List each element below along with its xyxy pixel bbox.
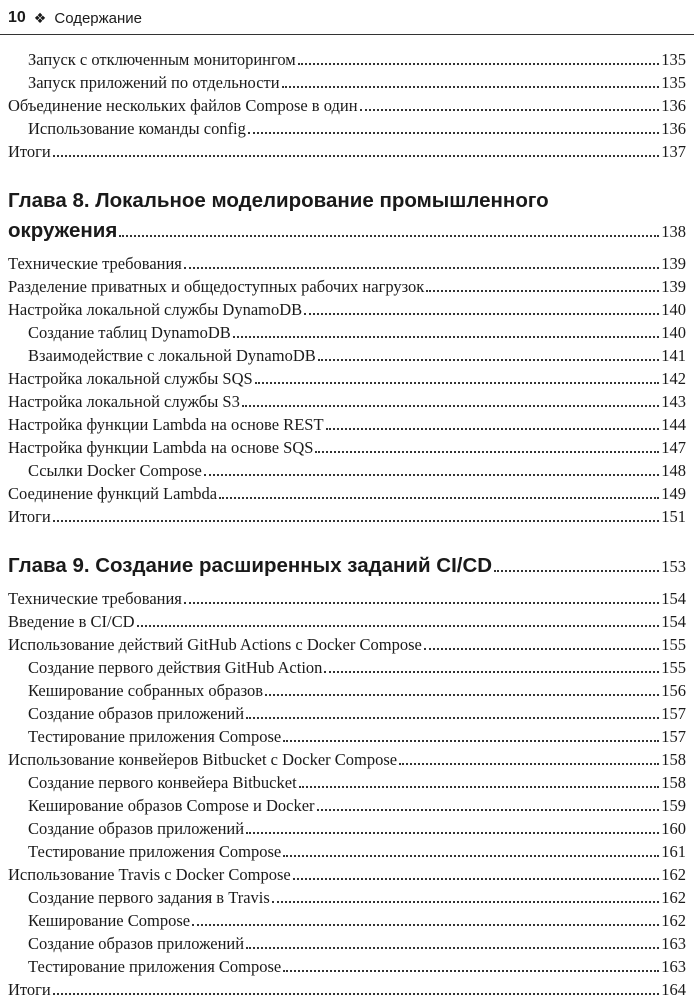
- chapter-page-number: 138: [661, 222, 686, 241]
- toc-subentry[interactable]: [8, 702, 686, 725]
- toc-entry-title: Введение в CI/CD: [8, 612, 135, 631]
- toc-entry-title: Создание таблиц DynamoDB: [28, 323, 231, 342]
- toc-entry-title: Запуск с отключенным мониторингом: [28, 50, 296, 69]
- toc-entry-title: Настройка функции Lambda на основе SQS: [8, 438, 314, 457]
- dot-leader: [265, 694, 659, 696]
- toc-entry-title: Создание образов приложений: [28, 704, 245, 723]
- toc-entry-title: Взаимодействие с локальной DynamoDB: [28, 346, 316, 365]
- dot-leader: [326, 428, 660, 430]
- toc-entry-page: 149: [661, 484, 686, 503]
- toc-subentry[interactable]: [8, 771, 686, 794]
- toc-entry-title: Технические требования: [8, 254, 182, 273]
- dot-leader: [299, 786, 660, 788]
- toc-entry-title: Использование команды config: [28, 119, 246, 138]
- toc-entry[interactable]: [8, 482, 686, 505]
- dot-leader: [248, 132, 659, 134]
- toc-entry-title: Итоги: [8, 980, 51, 999]
- toc-entry-title: Использование действий GitHub Actions с Docker Compose: [8, 635, 422, 654]
- toc-entry-title: Использование Travis с Docker Compose: [8, 865, 291, 884]
- diamond-ornament-icon: ❖: [33, 9, 47, 26]
- toc-entry-page: 159: [661, 796, 686, 815]
- toc-entry-title: Тестирование приложения Compose: [28, 957, 282, 976]
- header-rule: [0, 34, 694, 35]
- toc-entry-title: Создание первого задания в Travis: [28, 888, 270, 907]
- dot-leader: [137, 625, 660, 627]
- toc-entry-page: 162: [661, 865, 686, 884]
- toc-entry-page: 155: [661, 658, 686, 677]
- dot-leader: [192, 924, 659, 926]
- page-header: [8, 4, 688, 32]
- chapter-heading-9[interactable]: [8, 551, 686, 581]
- toc-entry-title: Кеширование образов Compose и Docker: [28, 796, 315, 815]
- toc-entry-page: 141: [661, 346, 686, 365]
- toc-entry-page: 160: [661, 819, 686, 838]
- toc-entry-page: 157: [661, 704, 686, 723]
- toc-entry-title: Создание образов приложений: [28, 934, 245, 953]
- dot-leader: [119, 235, 659, 237]
- dot-leader: [53, 520, 659, 522]
- toc-subentry[interactable]: [8, 459, 686, 482]
- toc-entry[interactable]: [8, 390, 686, 413]
- toc-entry[interactable]: [8, 587, 686, 610]
- toc-entry-title: Кеширование собранных образов: [28, 681, 264, 700]
- chapter-page-number: 153: [661, 557, 686, 576]
- toc-entry-page: 139: [661, 254, 686, 273]
- dot-leader: [424, 648, 659, 650]
- dot-leader: [426, 290, 659, 292]
- toc-entry-page: 140: [661, 300, 686, 319]
- dot-leader: [255, 382, 660, 384]
- toc-entry-title: Запуск приложений по отдельности: [28, 73, 280, 92]
- dot-leader: [184, 602, 659, 604]
- dot-leader: [298, 63, 660, 65]
- toc-subentry[interactable]: [8, 817, 686, 840]
- toc-entry-title: Кеширование Compose: [28, 911, 191, 930]
- toc-entry[interactable]: [8, 505, 686, 528]
- toc-entry[interactable]: [8, 140, 686, 163]
- dot-leader: [246, 717, 659, 719]
- dot-leader: [304, 313, 659, 315]
- toc-entry-page: 142: [661, 369, 686, 388]
- toc-subentry[interactable]: [8, 344, 686, 367]
- toc-entry-title: Технические требования: [8, 589, 182, 608]
- toc-entry-title: Создание образов приложений: [28, 819, 245, 838]
- toc-entry-title: Итоги: [8, 142, 51, 161]
- dot-leader: [315, 451, 659, 453]
- toc-section-chapter-8: [8, 252, 686, 528]
- toc-entry-page: 140: [661, 323, 686, 342]
- toc-entry-page: 136: [661, 96, 686, 115]
- toc-entry[interactable]: [8, 367, 686, 390]
- chapter-title: Глава 9. Создание расширенных заданий CI/CD: [8, 554, 493, 577]
- toc-entry-page: 144: [661, 415, 686, 434]
- toc-entry-title: Объединение нескольких файлов Compose в один: [8, 96, 358, 115]
- toc-entry-page: 143: [661, 392, 686, 411]
- toc-entry-page: 161: [661, 842, 686, 861]
- toc-entry-title: Настройка локальной службы DynamoDB: [8, 300, 303, 319]
- toc-entry[interactable]: [8, 436, 686, 459]
- toc-subentry[interactable]: [8, 679, 686, 702]
- dot-leader: [242, 405, 659, 407]
- running-head: Содержание: [54, 9, 143, 27]
- toc-entry-page: 157: [661, 727, 686, 746]
- chapter-title-line1: Глава 8. Локальное моделирование промышленного: [8, 189, 549, 212]
- dot-leader: [53, 155, 659, 157]
- toc-entry-page: 162: [661, 888, 686, 907]
- toc-entry-title: Ссылки Docker Compose: [28, 461, 202, 480]
- toc-entry[interactable]: [8, 610, 686, 633]
- toc-entry[interactable]: [8, 298, 686, 321]
- toc-entry-title: Итоги: [8, 507, 51, 526]
- toc-entry-page: 154: [661, 589, 686, 608]
- toc-entry[interactable]: [8, 748, 686, 771]
- toc-entry-title: Настройка функции Lambda на основе REST: [8, 415, 324, 434]
- dot-leader: [233, 336, 659, 338]
- toc-entry-title: Использование конвейеров Bitbucket с Docker Compose: [8, 750, 398, 769]
- toc-entry-title: Тестирование приложения Compose: [28, 842, 282, 861]
- toc-entry-page: 148: [661, 461, 686, 480]
- dot-leader: [246, 947, 659, 949]
- toc-entry-title: Настройка локальной службы S3: [8, 392, 240, 411]
- toc-entry-page: 135: [661, 73, 686, 92]
- toc-entry[interactable]: [8, 413, 686, 436]
- toc-entry-title: Соединение функций Lambda: [8, 484, 218, 503]
- toc-subentry[interactable]: [8, 840, 686, 863]
- toc-entry-page: 155: [661, 635, 686, 654]
- toc-subentry[interactable]: [8, 932, 686, 955]
- dot-leader: [283, 855, 659, 857]
- toc-entry-page: 163: [661, 957, 686, 976]
- page-number: 10: [8, 9, 26, 26]
- toc-entry[interactable]: [8, 863, 686, 886]
- dot-leader: [204, 474, 659, 476]
- dot-leader: [494, 570, 659, 572]
- dot-leader: [399, 763, 659, 765]
- dot-leader: [184, 267, 659, 269]
- toc-entry[interactable]: [8, 978, 686, 1001]
- toc-entry-page: 156: [661, 681, 686, 700]
- toc-entry-page: 151: [661, 507, 686, 526]
- dot-leader: [360, 109, 660, 111]
- toc-entry-page: 139: [661, 277, 686, 296]
- toc-entry-title: Создание первого действия GitHub Action: [28, 658, 323, 677]
- dot-leader: [53, 993, 659, 995]
- dot-leader: [246, 832, 659, 834]
- chapter-heading-8[interactable]: [8, 186, 686, 246]
- dot-leader: [318, 359, 659, 361]
- toc-entry-page: 147: [661, 438, 686, 457]
- toc-entry[interactable]: [8, 252, 686, 275]
- toc-entry-page: 136: [661, 119, 686, 138]
- toc-entry-page: 135: [661, 50, 686, 69]
- toc-entry-page: 164: [661, 980, 686, 999]
- dot-leader: [317, 809, 660, 811]
- toc-entry-title: Настройка локальной службы SQS: [8, 369, 253, 388]
- toc-entry-page: 154: [661, 612, 686, 631]
- toc-entry-title: Создание первого конвейера Bitbucket: [28, 773, 297, 792]
- table-of-contents: [8, 48, 686, 1001]
- dot-leader: [283, 970, 659, 972]
- toc-entry[interactable]: [8, 633, 686, 656]
- toc-section-top: [8, 48, 686, 163]
- dot-leader: [324, 671, 659, 673]
- toc-entry-page: 158: [661, 773, 686, 792]
- toc-entry-page: 162: [661, 911, 686, 930]
- toc-entry[interactable]: [8, 275, 686, 298]
- toc-subentry[interactable]: [8, 48, 686, 71]
- toc-subentry[interactable]: [8, 71, 686, 94]
- dot-leader: [282, 86, 660, 88]
- toc-subentry[interactable]: [8, 955, 686, 978]
- toc-entry-title: Тестирование приложения Compose: [28, 727, 282, 746]
- toc-entry[interactable]: [8, 94, 686, 117]
- chapter-title-line2: окружения: [8, 219, 118, 242]
- toc-entry-page: 137: [661, 142, 686, 161]
- toc-subentry[interactable]: [8, 321, 686, 344]
- toc-subentry[interactable]: [8, 794, 686, 817]
- toc-entry-title: Разделение приватных и общедоступных рабочих нагрузок: [8, 277, 425, 296]
- dot-leader: [293, 878, 660, 880]
- toc-entry-page: 158: [661, 750, 686, 769]
- toc-subentry[interactable]: [8, 909, 686, 932]
- dot-leader: [283, 740, 659, 742]
- toc-entry-page: 163: [661, 934, 686, 953]
- dot-leader: [272, 901, 659, 903]
- toc-subentry[interactable]: [8, 886, 686, 909]
- toc-section-chapter-9: [8, 587, 686, 1001]
- dot-leader: [219, 497, 659, 499]
- toc-subentry[interactable]: [8, 117, 686, 140]
- toc-subentry[interactable]: [8, 725, 686, 748]
- toc-subentry[interactable]: [8, 656, 686, 679]
